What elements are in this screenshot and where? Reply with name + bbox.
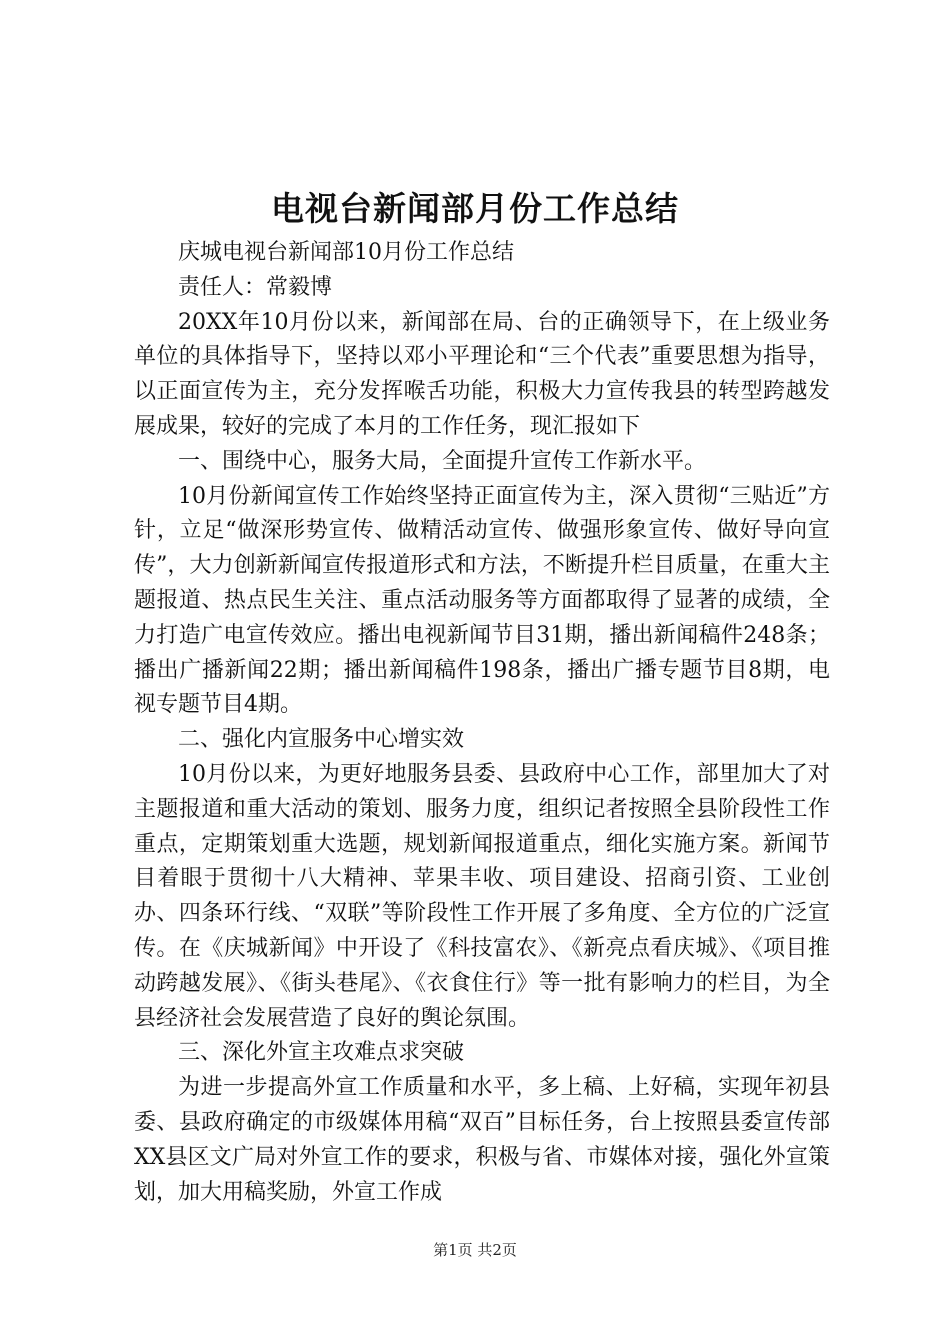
document-body	[134, 236, 830, 1210]
section-heading-1: 一、围绕中心，服务大局，全面提升宣传工作新水平。	[178, 448, 707, 474]
section-heading-3: 三、深化外宣主攻难点求突破	[178, 1040, 465, 1066]
page-footer: 第1页 共2页	[433, 1241, 517, 1259]
document-title: 电视台新闻部月份工作总结	[271, 189, 679, 228]
intro-paragraph: 20XX年10月份以来，新闻部在局、台的正确领导下，在上级业务单位的具体指导下，坚持以邓小平理论和“三个代表”重要思想为指导，以正面宣传为主，充分发挥喉舌功能，积极大力宣传我县的转型跨越发展成果，较好的完成了本月的工作任务，现汇报如下	[134, 309, 830, 439]
responsible-person-paragraph: 责任人：常毅博	[178, 274, 333, 300]
subtitle-paragraph: 庆城电视台新闻部10月份工作总结	[178, 240, 514, 265]
section-2-paragraph: 10月份以来，为更好地服务县委、县政府中心工作，部里加大了对主题报道和重大活动的策划、服务力度，组织记者按照全县阶段性工作重点，定期策划重大选题，规划新闻报道重点，细化实施方案。新闻节目着眼于贯彻十八大精神、苹果丰收、项目建设、招商引资、工业创办、四条环行线、“双联”等阶段性工作开展了多角度、全方位的广泛宣传。在《庆城新闻》中开设了《科技富农》、《新亮点看庆城》、《项目推动跨越发展》、《街头巷尾》、《衣食住行》等一批有影响力的栏目，为全县经济社会发展营造了良好的舆论氛围。	[134, 761, 830, 1031]
section-heading-2: 二、强化内宣服务中心增实效	[178, 727, 465, 753]
section-1-paragraph: 10月份新闻宣传工作始终坚持正面宣传为主，深入贯彻“三贴近”方针，立足“做深形势宣传、做精活动宣传、做强形象宣传、做好导向宣传”，大力创新新闻宣传报道形式和方法，不断提升栏目质量，在重大主题报道、热点民生关注、重点活动服务等方面都取得了显著的成绩，全力打造广电宣传效应。播出电视新闻节目31期，播出新闻稿件248条；播出广播新闻22期；播出新闻稿件198条，播出广播专题节目8期，电视专题节目4期。	[134, 483, 830, 718]
section-3-paragraph: 为进一步提高外宣工作质量和水平，多上稿、上好稿，实现年初县委、县政府确定的市级媒体用稿“双百”目标任务，台上按照县委宣传部XX县区文广局对外宣工作的要求，积极与省、市媒体对接，强化外宣策划，加大用稿奖励，外宣工作成	[134, 1075, 830, 1205]
